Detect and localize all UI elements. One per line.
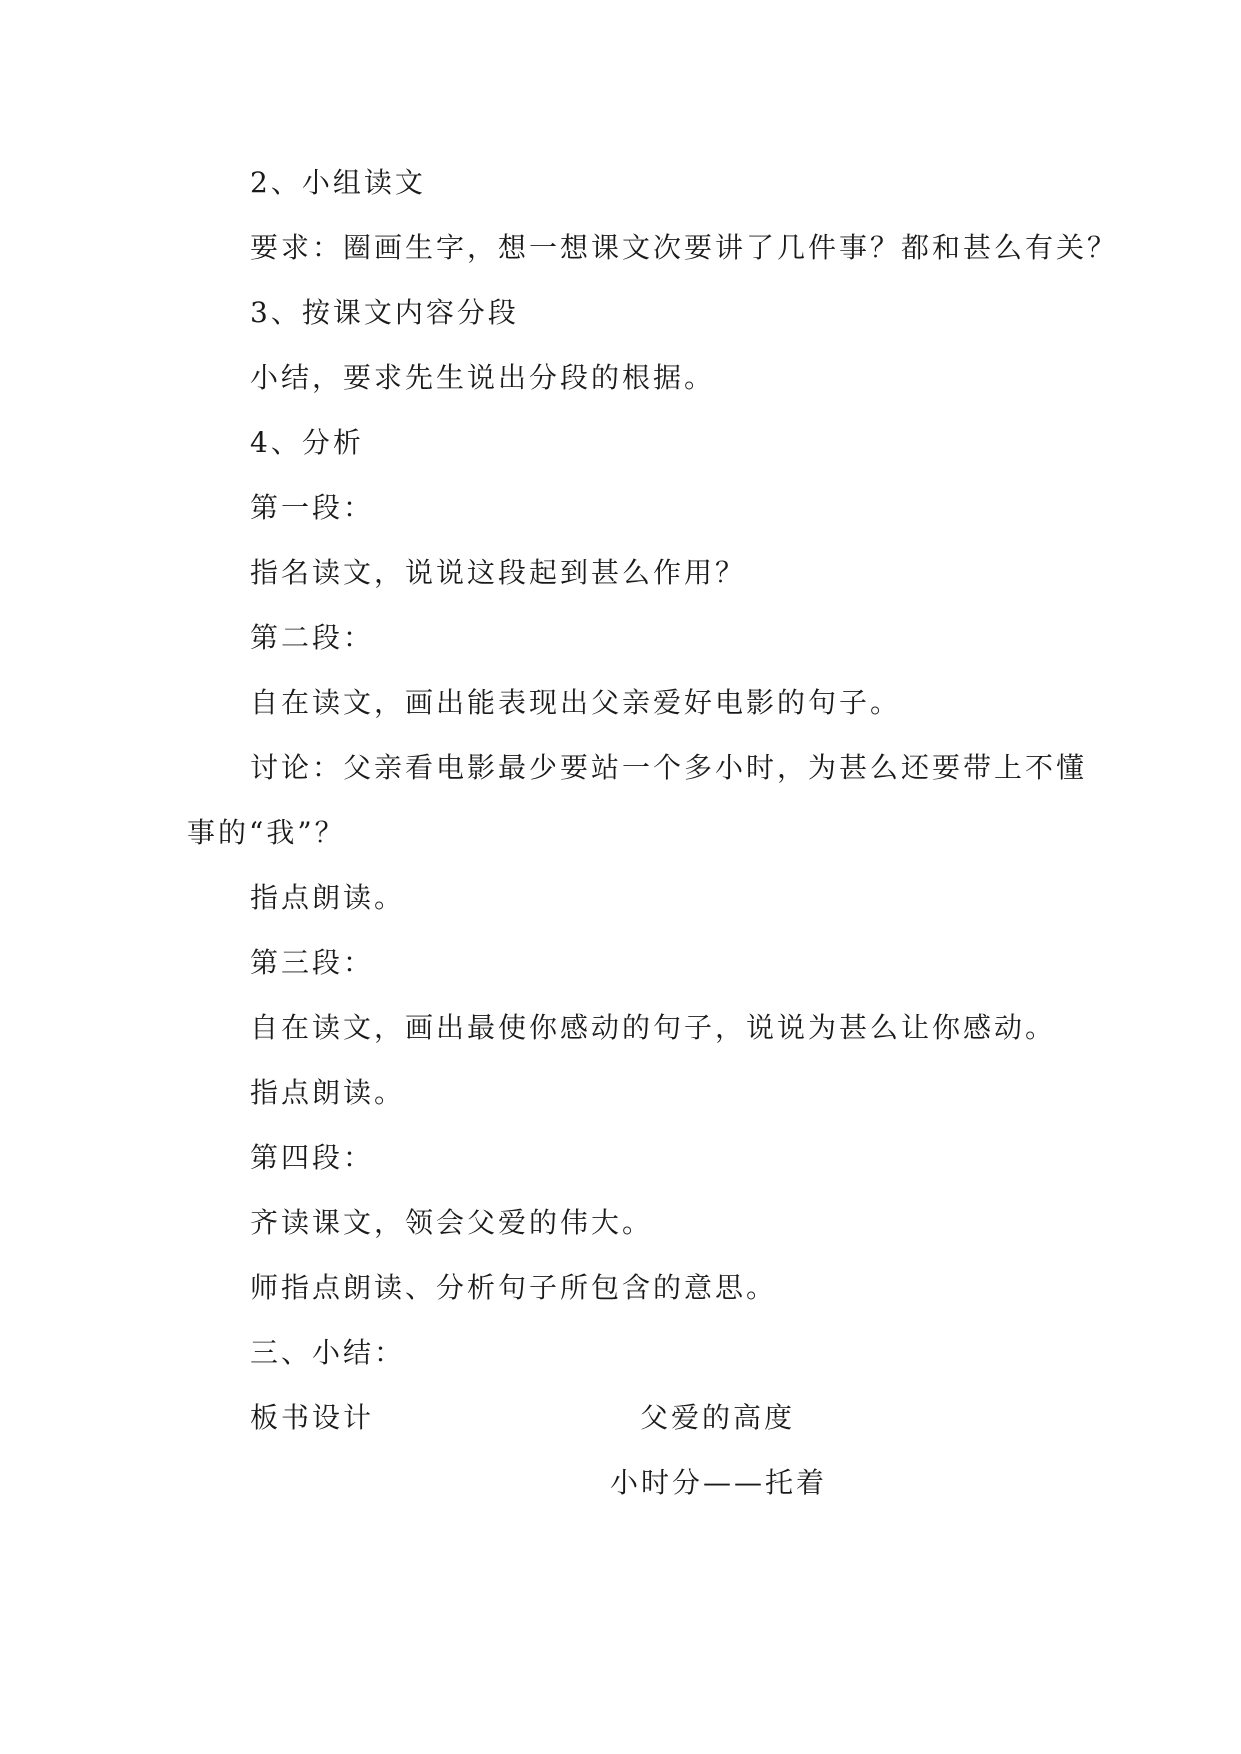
- text-line: 第二段：: [250, 621, 375, 654]
- text-line: 第三段：: [250, 946, 375, 979]
- text-line: 自在读文，画出能表现出父亲爱好电影的句子。: [250, 686, 902, 719]
- text-line: 指点朗读。: [250, 881, 406, 914]
- text-line: 师指点朗读、分析句子所包含的意思。: [250, 1271, 778, 1304]
- text-line: 第一段：: [250, 491, 375, 524]
- board-label: 板书设计: [250, 1401, 375, 1434]
- text-line: 指名读文，说说这段起到甚么作用？: [250, 556, 747, 589]
- text-line: 讨论：父亲看电影最少要站一个多小时，为甚么还要带上不懂: [250, 751, 1088, 784]
- text-line: 第四段：: [250, 1141, 375, 1174]
- text-line: 2、小组读文: [250, 166, 426, 199]
- text-line: 小结，要求先生说出分段的根据。: [250, 361, 716, 394]
- text-line: 要求：圈画生字，想一想课文次要讲了几件事？都和甚么有关？: [250, 231, 1119, 264]
- text-line: 指点朗读。: [250, 1076, 406, 1109]
- text-line: 4、分析: [250, 426, 364, 459]
- text-line: 齐读课文，领会父爱的伟大。: [250, 1206, 654, 1239]
- board-subline: 小时分——托着: [610, 1466, 828, 1499]
- text-line: 3、按课文内容分段: [250, 296, 519, 329]
- text-line: 三、小结：: [250, 1336, 406, 1369]
- board-title: 父爱的高度: [640, 1401, 796, 1434]
- text-line: 自在读文，画出最使你感动的句子，说说为甚么让你感动。: [250, 1011, 1057, 1044]
- text-line: 事的“我”？: [187, 816, 346, 849]
